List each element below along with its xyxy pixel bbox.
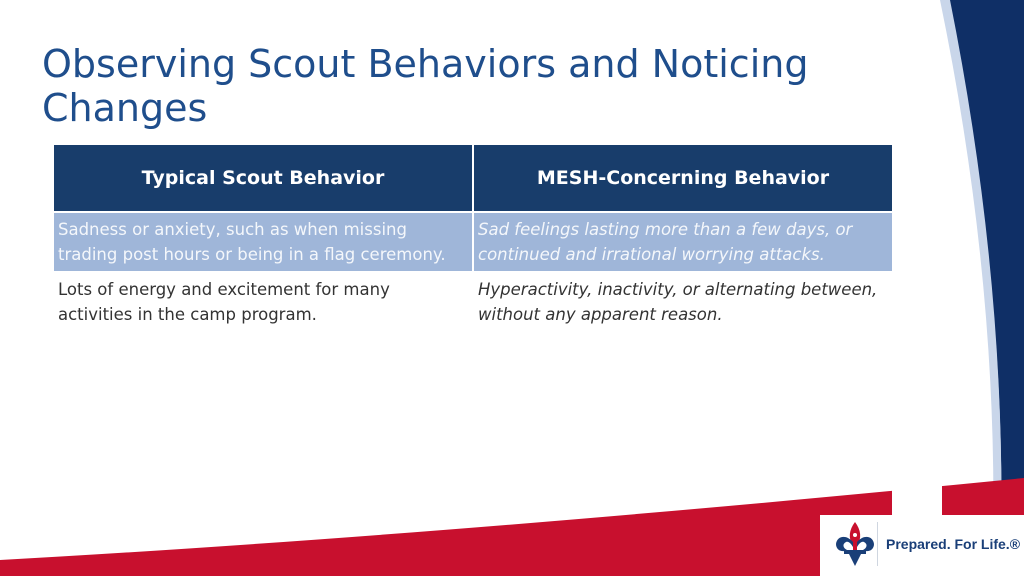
concerning-behavior-cell: Sad feelings lasting more than a few days, or continued and irrational worrying attacks. [473,212,893,272]
table-row [53,272,893,332]
concerning-behavior-cell: Hyperactivity, inactivity, or alternating between, without any apparent reason. [473,272,893,332]
table-row [53,212,893,272]
table-header-row [53,144,893,212]
behavior-comparison-table [52,143,894,333]
fleur-de-lis-icon [832,520,878,570]
typical-behavior-cell: Lots of energy and excitement for many activities in the camp program. [53,272,473,332]
content-white-area [892,355,942,520]
footer-divider [877,522,878,566]
header-typical-behavior: Typical Scout Behavior [53,144,473,212]
header-concerning-behavior: MESH-Concerning Behavior [473,144,893,212]
typical-behavior-cell: Sadness or anxiety, such as when missing trading post hours or being in a flag ceremony. [53,212,473,272]
footer-tagline: Prepared. For Life.® [886,536,1021,552]
page-title: Observing Scout Behaviors and Noticing Changes [42,42,809,130]
